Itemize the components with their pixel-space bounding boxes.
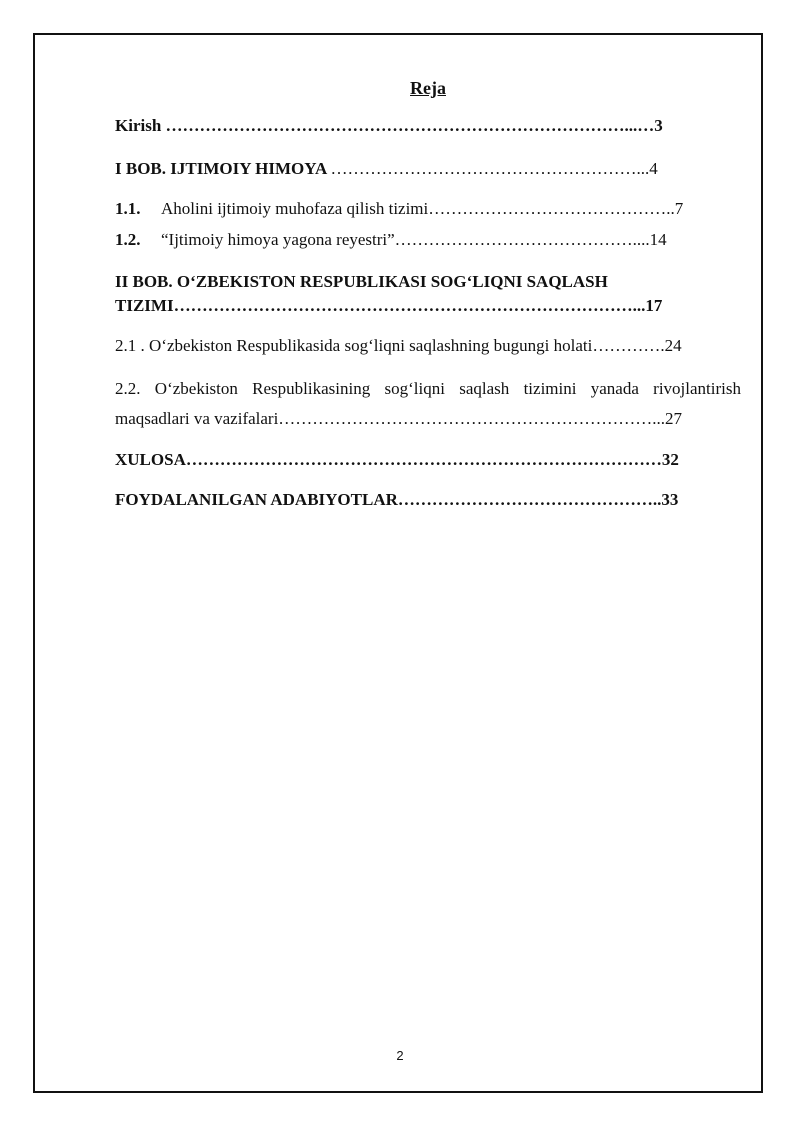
- toc-entry-1-1: [115, 197, 741, 221]
- toc-entry-chapter-1-dots: ………………………………………………...4: [330, 159, 658, 178]
- toc-entry-chapter-1-title: I BOB. IJTIMOIY HIMOYA: [115, 159, 331, 178]
- toc-entry-adabiyotlar: FOYDALANILGAN ADABIYOTLAR………………………………………..33: [115, 490, 679, 509]
- toc-entry-chapter-2-line2: TIZIMI………………………………………………………………………...17: [115, 296, 663, 315]
- toc-entry-1-2: [115, 228, 741, 252]
- table-of-contents: [115, 76, 741, 512]
- toc-title: Reja: [410, 78, 446, 98]
- toc-entry-1-1-text: Aholini ijtimoiy muhofaza qilish tizimi……………………………………..7: [161, 199, 684, 218]
- toc-entry-kirish: Kirish ………………………………………………………………………...…3: [115, 116, 663, 135]
- toc-entry-1-2-text: “Ijtimoiy himoya yagona reyestri”……………………………………....14: [161, 230, 667, 249]
- toc-entry-chapter-2-line1: II BOB. O‘ZBEKISTON RESPUBLIKASI SOG‘LIQNI SAQLASH: [115, 272, 608, 291]
- toc-entry-chapter-2: [115, 270, 741, 318]
- toc-entry-xulosa: XULOSA…………………………………………………………………………32: [115, 450, 679, 469]
- toc-entry-chapter-1: [115, 157, 741, 181]
- toc-entry-2-2-line1: 2.2. O‘zbekiston Respublikasining sog‘liqni saqlash tizimini yanada rivojlantirish: [115, 379, 741, 398]
- page-number: 2: [396, 1048, 404, 1063]
- toc-entry-2-2-line2: maqsadlari va vazifalari…………………………………………………………...27: [115, 409, 683, 428]
- toc-entry-2-1: 2.1 . O‘zbekiston Respublikasida sog‘liqni saqlashning bugungi holati………….24: [115, 336, 682, 355]
- toc-entry-2-2: [115, 374, 741, 434]
- toc-entry-1-1-number: 1.1.: [115, 199, 141, 218]
- toc-entry-1-2-number: 1.2.: [115, 230, 141, 249]
